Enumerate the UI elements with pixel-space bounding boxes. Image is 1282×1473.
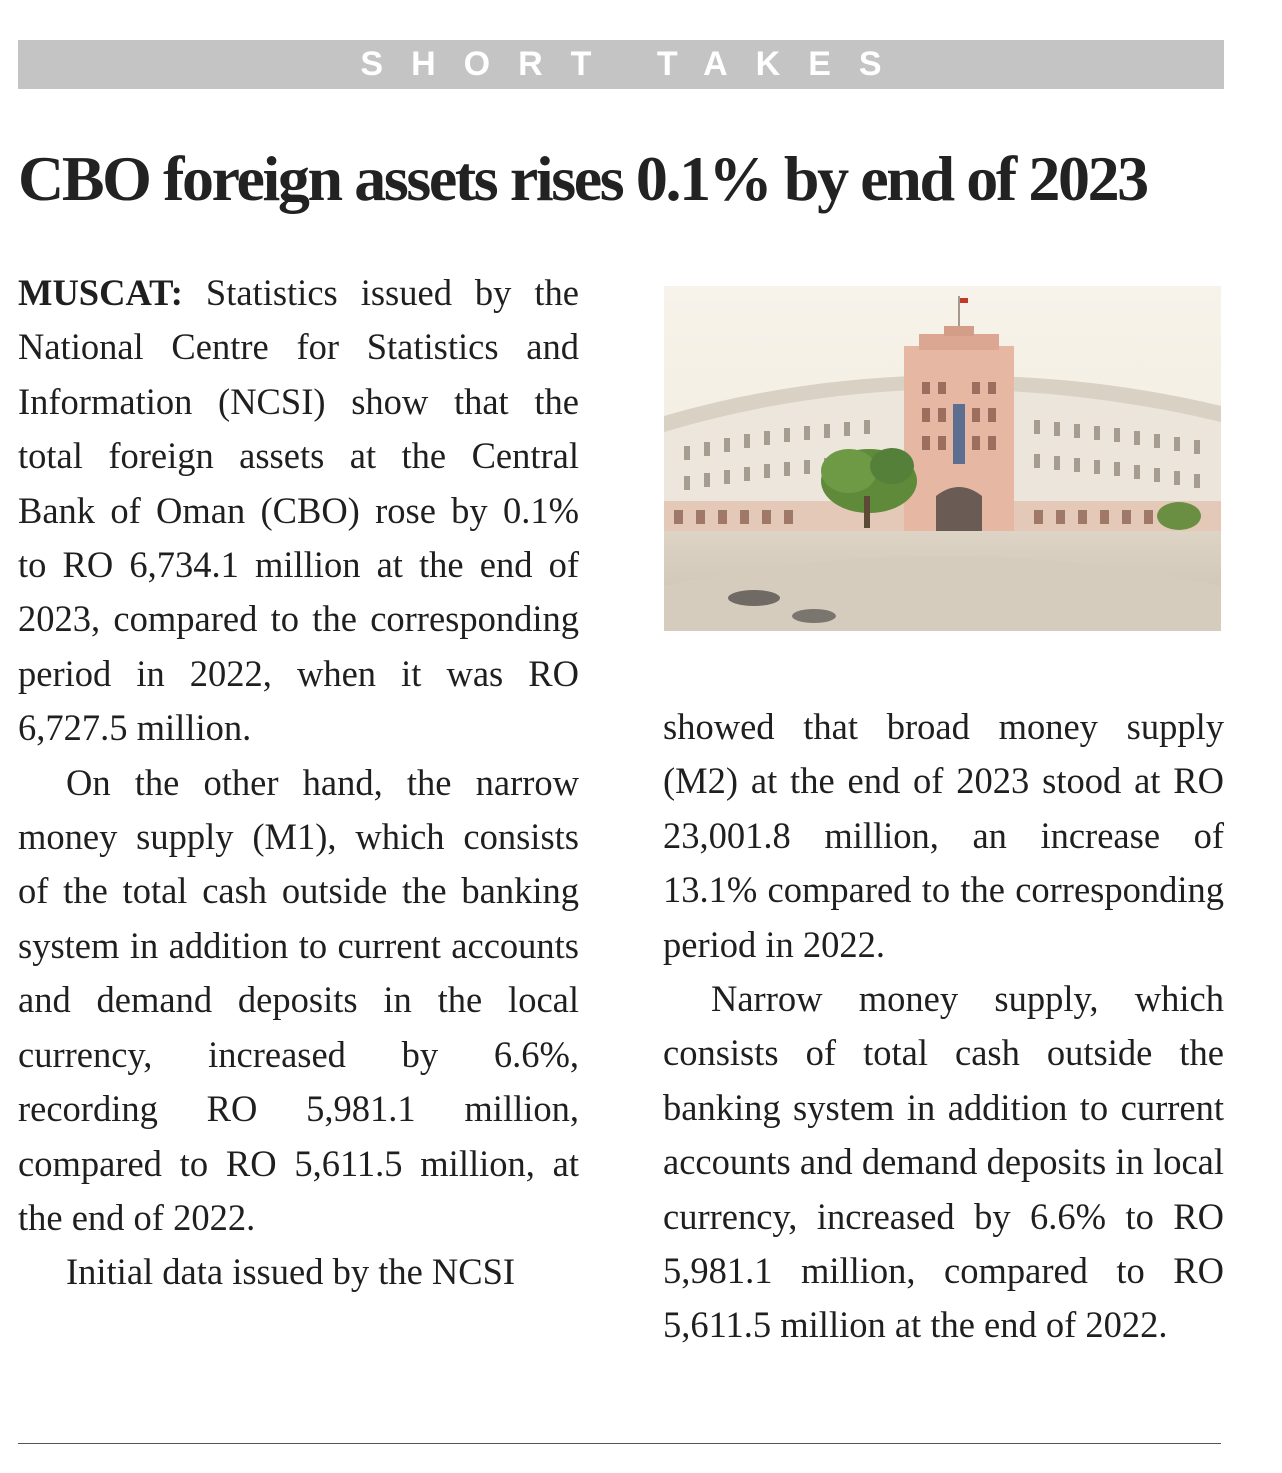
paragraph-1-text: Statistics issued by the National Centre for Statistics and Information (NCSI) show that the total foreign assets at the Central Bank of Oman (CBO) rose by 0.1% to RO 6,734.1 million at the end of 2023, compared to the corresponding period in 2022, when it was RO 6,727.5 million. [18,272,580,749]
article-paragraph-5: Narrow money supply, which consists of total cash outside the banking system in addition to current accounts and demand deposits in local currency, increased by 6.6% to RO 5,981.1 million, compared to RO 5,611.5 million at the end of 2022. [663,978,1224,1346]
section-header-bar [18,40,1224,89]
central-bank-building-photo [664,286,1221,631]
article-column-left [18,266,579,1300]
dateline: MUSCAT: [18,272,183,313]
article-paragraph-2: On the other hand, the narrow money supply (M1), which consists of the total cash outside the banking system in addition to current accounts and demand deposits in the local currency, increased by 6.6%, recording RO 5,981.1 million, compared to RO 5,611.5 million, at the end of 2022. [18,761,579,1238]
article-paragraph-1 [18,266,579,756]
article-column-right [663,700,1224,1353]
building-illustration [664,286,1221,631]
section-label: SHORT TAKES [360,45,910,83]
article-paragraph-3: Initial data issued by the NCSI [66,1251,516,1293]
article-headline: CBO foreign assets rises 0.1% by end of 2023 [18,143,1147,214]
bottom-rule [18,1443,1221,1444]
article-paragraph-4: showed that broad money supply (M2) at the end of 2023 stood at RO 23,001.8 million, an increase of 13.1% compared to the corresponding period in 2022. [663,706,1224,965]
